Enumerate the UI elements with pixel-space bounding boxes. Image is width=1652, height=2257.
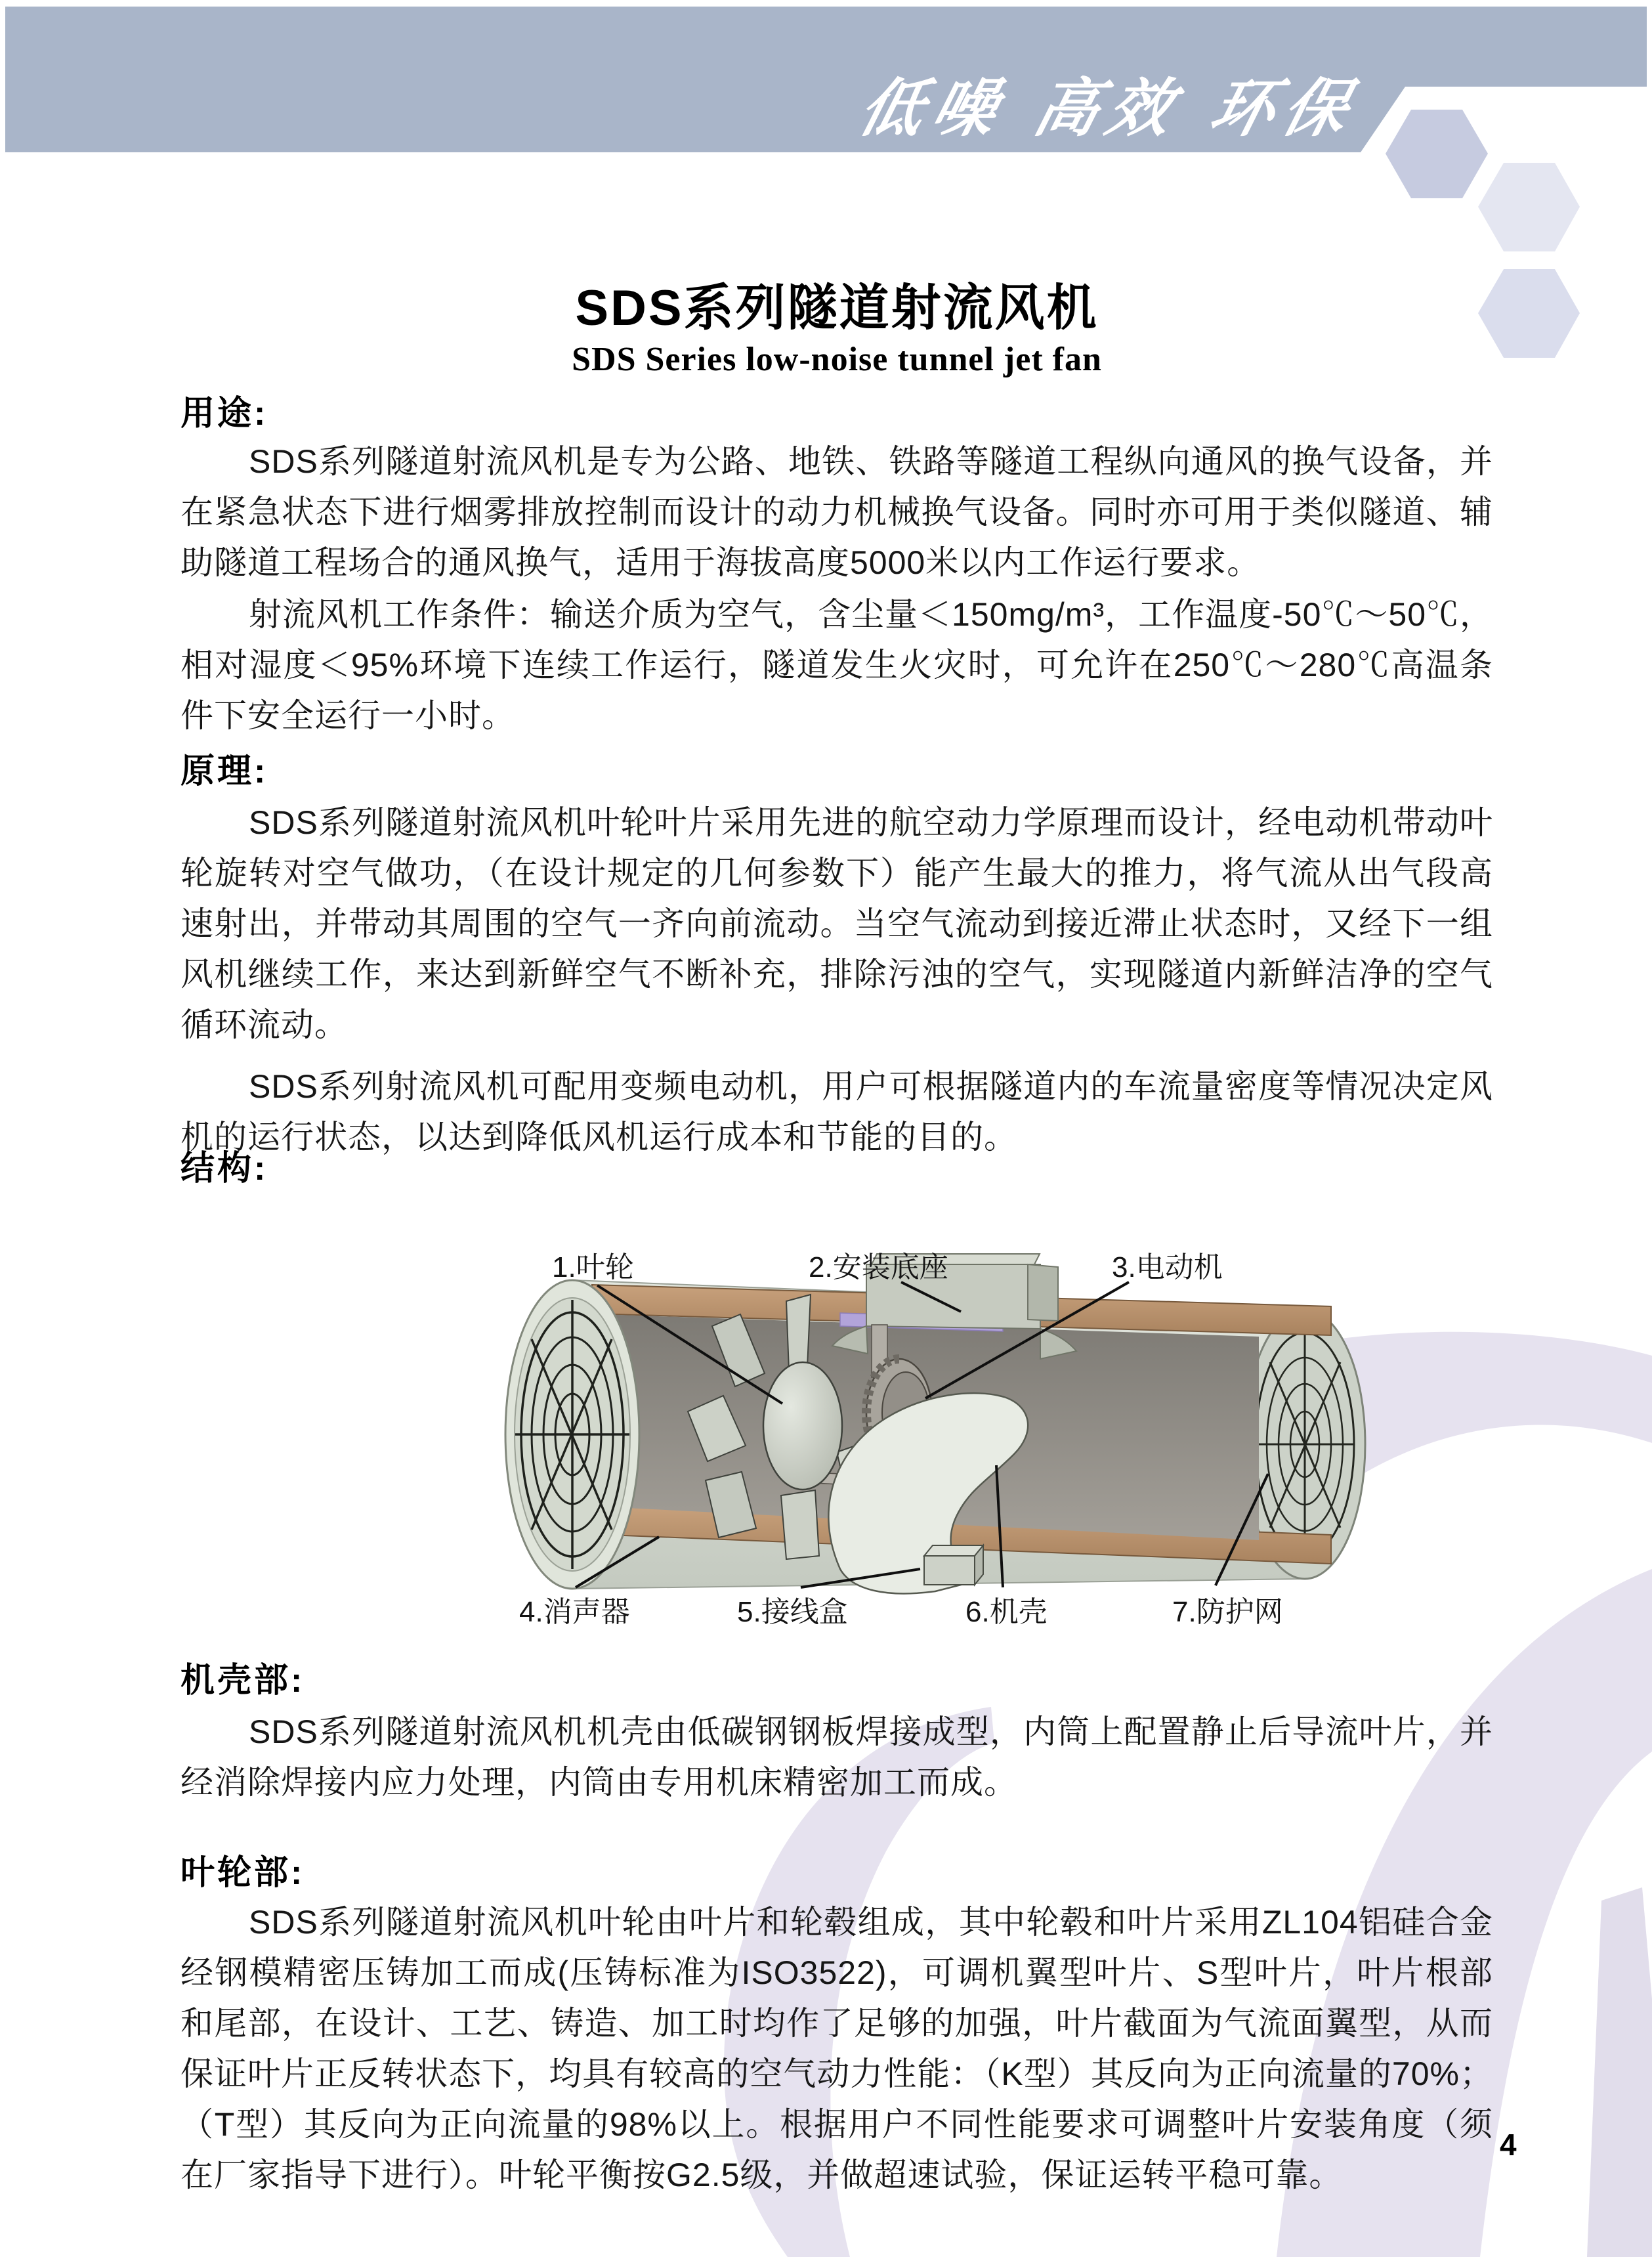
casing-paragraph: SDS系列隧道射流风机机壳由低碳钢钢板焊接成型，内筒上配置静止后导流叶片，并经消除焊接内应力处理，内筒由专用机床精密加工而成。 xyxy=(180,1713,1493,1801)
diagram-label-net: 7.防护网 xyxy=(1172,1596,1283,1628)
section-heading-usage: 用途: xyxy=(180,395,268,433)
section-heading-impeller: 叶轮部: xyxy=(180,1854,305,1892)
principle-paragraph-1: SDS系列隧道射流风机叶轮叶片采用先进的航空动力学原理而设计，经电动机带动叶轮旋转对空气做功，（在设计规定的几何参数下）能产生最大的推力，将气流从出气段高速射出，并带动其周围的空气一齐向前流动。当空气流动到接近滞止状态时，又经下一组风机继续工作，来达到新鲜空气不断补充，排除污浊的空气，实现隧道内新鲜洁净的空气循环流动。 xyxy=(180,804,1493,1043)
diagram-label-motor: 3.电动机 xyxy=(1112,1251,1223,1283)
impeller-paragraph: SDS系列隧道射流风机叶轮由叶片和轮毂组成，其中轮毂和叶片采用ZL104铝硅合金经钢模精密压铸加工而成(压铸标准为ISO3522)，可调机翼型叶片、S型叶片，叶片根部和尾部，在设计、工艺、铸造、加工时均作了足够的加强，叶片截面为气流面翼型，从而保证叶片正反转状态下，均具有较高的空气动力性能：（K型）其反向为正向流量的70%；（T型）其反向为正向流量的98%以上。根据用户不同性能要求可调整叶片安装角度（须在厂家指导下进行）。叶轮平衡按G2.5级，并做超速试验，保证运转平稳可靠。 xyxy=(180,1904,1493,2193)
diagram-label-silencer: 4.消声器 xyxy=(519,1596,630,1628)
section-heading-casing: 机壳部: xyxy=(180,1662,305,1700)
page-title-en: SDS Series low-noise tunnel jet fan xyxy=(572,341,1102,378)
page-number: 4 xyxy=(1500,2128,1517,2162)
usage-paragraph-1: SDS系列隧道射流风机是专为公路、地铁、铁路等隧道工程纵向通风的换气设备，并在紧急状态下进行烟雾排放控制而设计的动力机械换气设备。同时亦可用于类似隧道、辅助隧道工程场合的通风换气，适用于海拔高度5000米以内工作运行要求。 xyxy=(180,443,1493,581)
section-heading-structure: 结构: xyxy=(180,1150,268,1188)
hexagon-decor-2 xyxy=(1478,163,1580,251)
section-heading-principle: 原理: xyxy=(180,752,268,790)
fan-cutaway-diagram xyxy=(381,1201,1405,1661)
diagram-label-junction-box: 5.接线盒 xyxy=(737,1596,848,1628)
hexagon-decor-3 xyxy=(1478,269,1580,358)
usage-paragraph-2: 射流风机工作条件：输送介质为空气，含尘量＜150mg/m³，工作温度-50℃～50℃，相对湿度＜95%环境下连续工作运行，隧道发生火灾时，可允许在250℃～280℃高温条件下安全运行一小时。 xyxy=(180,596,1493,734)
protective-net-left xyxy=(505,1280,639,1589)
diagram-label-impeller: 1.叶轮 xyxy=(552,1251,634,1283)
diagram-label-casing: 6.机壳 xyxy=(965,1596,1048,1628)
header-slogan: 低噪 高效 环保 xyxy=(851,70,1366,145)
page-title-zh: SDS系列隧道射流风机 xyxy=(575,280,1099,336)
watermark-right-band xyxy=(1587,1887,1652,2257)
diagram-label-base: 2.安装底座 xyxy=(809,1251,948,1283)
junction-box xyxy=(924,1545,983,1585)
principle-paragraph-2: SDS系列射流风机可配用变频电动机，用户可根据隧道内的车流量密度等情况决定风机的运行状态，以达到降低风机运行成本和节能的目的。 xyxy=(180,1068,1493,1155)
hexagon-decor-1 xyxy=(1386,110,1488,198)
